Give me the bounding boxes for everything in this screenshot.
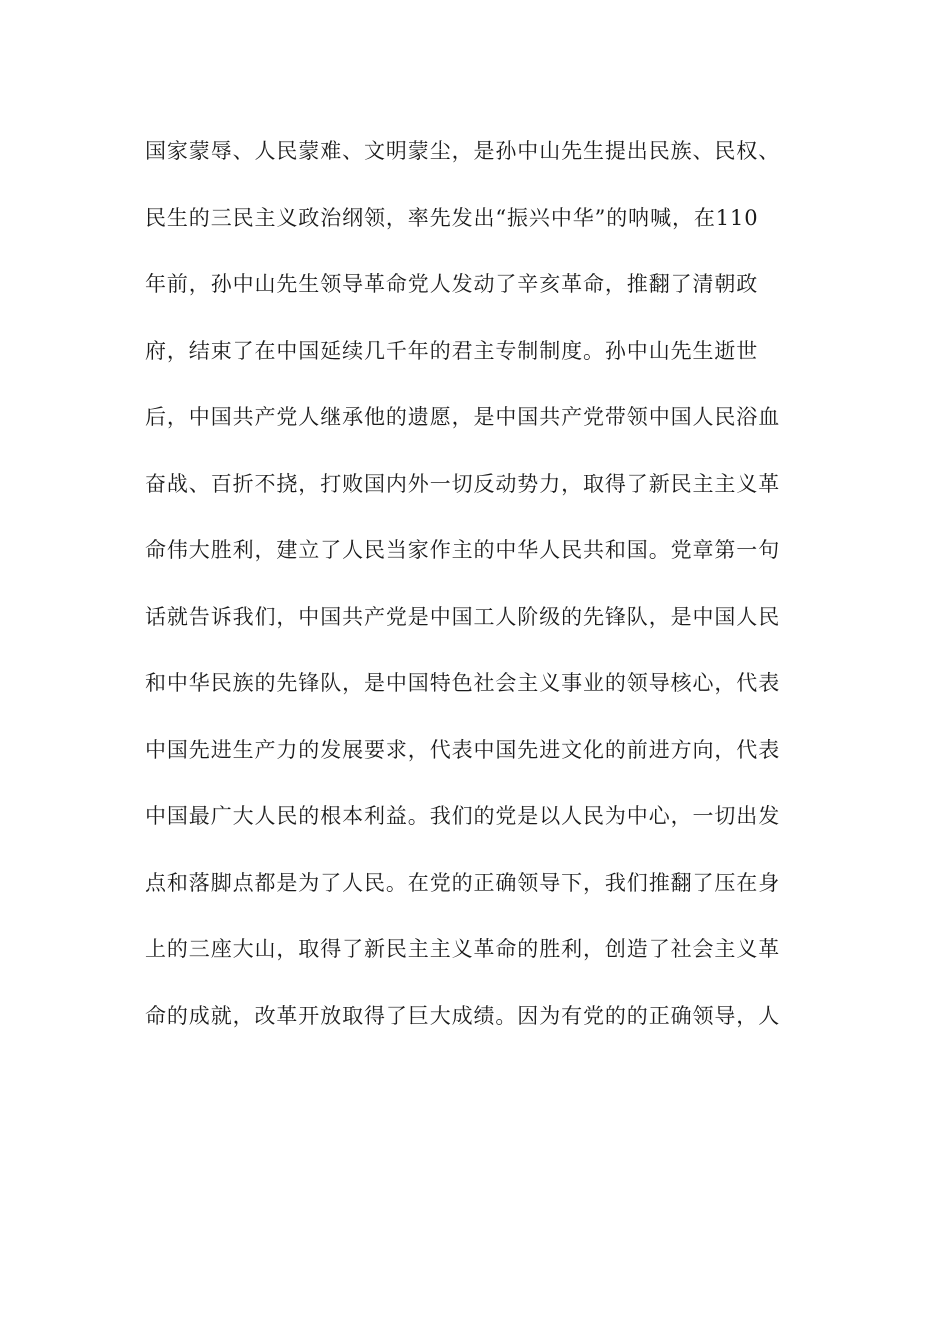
text-line: 国家蒙辱、人民蒙难、文明蒙尘，是孙中山先生提出民族、民权、 — [145, 139, 781, 163]
text-line: 奋战、百折不挠，打败国内外一切反动势力，取得了新民主主义革 — [145, 471, 781, 496]
text-line: 中国最广大人民的根本利益。我们的党是以人民为中心，一切出发 — [145, 804, 781, 828]
text-line: 话就告诉我们，中国共产党是中国工人阶级的先锋队，是中国人民 — [145, 604, 781, 629]
text-line: 命的成就，改革开放取得了巨大成绩。因为有党的的正确领导，人 — [145, 1003, 781, 1028]
text-line: 府，结束了在中国延续几千年的君主专制制度。孙中山先生逝世 — [145, 338, 759, 363]
text-line: 命伟大胜利，建立了人民当家作主的中华人民共和国。党章第一句 — [145, 538, 781, 562]
text-line: 上的三座大山，取得了新民主主义革命的胜利，创造了社会主义革 — [145, 937, 781, 961]
text-line: 和中华民族的先锋队，是中国特色社会主义事业的领导核心，代表 — [145, 671, 781, 695]
text-line: 民生的三民主义政治纲领，率先发出“振兴中华”的呐喊，在110 — [145, 205, 759, 230]
text-line: 后，中国共产党人继承他的遗愿，是中国共产党带领中国人民浴血 — [145, 405, 781, 429]
body-text — [145, 126, 805, 1057]
text-line: 点和落脚点都是为了人民。在党的正确领导下，我们推翻了压在身 — [145, 870, 781, 895]
text-line: 年前，孙中山先生领导革命党人发动了辛亥革命，推翻了清朝政 — [145, 272, 759, 296]
text-line: 中国先进生产力的发展要求，代表中国先进文化的前进方向，代表 — [145, 737, 781, 762]
